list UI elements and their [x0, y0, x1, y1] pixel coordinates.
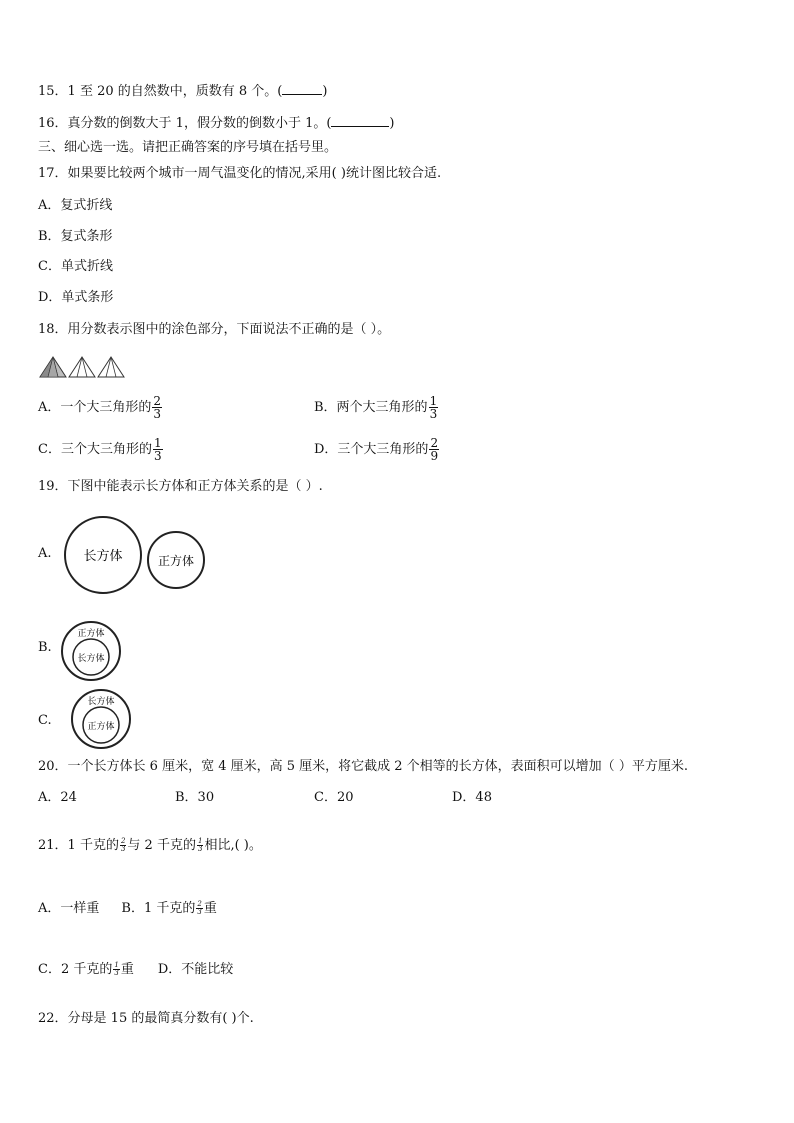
q19-option-c-label: C. — [38, 713, 52, 728]
section-heading: 三、细心选一选。请把正确答案的序号填在括号里。 — [38, 140, 338, 155]
q17-option-c: C．单式折线 — [38, 259, 113, 274]
answer-blank — [331, 114, 389, 127]
q18-option-a-label: A．一个大三角形的 — [38, 400, 152, 415]
numerator: 1 — [153, 436, 162, 450]
fraction — [429, 437, 439, 462]
fraction — [429, 395, 439, 420]
denominator: 3 — [197, 908, 202, 916]
question-15 — [38, 82, 327, 100]
q18-option-a — [38, 393, 163, 423]
q18-option-b — [314, 393, 439, 423]
denominator: 3 — [197, 845, 203, 853]
cube-label: 正方体 — [87, 722, 115, 732]
numerator: 1 — [197, 837, 203, 845]
denominator: 3 — [114, 969, 119, 977]
q21-option-a: A．一样重 — [38, 901, 100, 916]
question-19-stem: 19．下图中能表示长方体和正方体关系的是（ ）. — [38, 479, 323, 494]
q21-option-c: C．2 千克的 — [38, 962, 113, 977]
question-20-stem: 20．一个长方体长 6 厘米，宽 4 厘米，高 5 厘米，将它截成 2 个相等的长方体，表面积可以增加（ ）平方厘米. — [38, 759, 688, 774]
q20-option-c: C．20 — [314, 790, 354, 805]
small-fraction — [197, 838, 203, 853]
question-21-stem — [38, 836, 262, 856]
triangle-3 — [98, 357, 124, 377]
cuboid-label: 长方体 — [87, 697, 115, 707]
denominator: 9 — [430, 449, 439, 463]
denominator: 3 — [153, 449, 162, 463]
small-fraction — [196, 901, 202, 916]
q15-text: 15．1 至 20 的自然数中，质数有 8 个。( — [38, 84, 283, 99]
q19-option-a-label: A. — [38, 546, 52, 561]
q19-option-b-label: B. — [38, 640, 52, 655]
q18-option-b-label: B．两个大三角形的 — [314, 400, 428, 415]
q21-option-c-tail: 重 — [120, 962, 134, 977]
cube-label: 正方体 — [77, 629, 105, 639]
triangles-figure — [38, 354, 128, 380]
q17-option-b: B．复式条形 — [38, 229, 113, 244]
q21-option-b: B．1 千克的 — [121, 901, 196, 916]
cuboid-label: 长方体 — [77, 654, 105, 664]
small-fraction — [120, 838, 126, 853]
answer-blank — [282, 82, 322, 95]
cube-label: 正方体 — [157, 554, 195, 568]
venn-diagram-b — [58, 618, 126, 684]
numerator: 2 — [153, 394, 162, 408]
q18-option-d — [314, 435, 440, 465]
q21-part1: 21．1 千克的 — [38, 838, 119, 853]
q21-options-row-2 — [38, 960, 233, 980]
q18-option-c — [38, 435, 164, 465]
numerator: 2 — [430, 436, 439, 450]
q20-option-b: B．30 — [175, 790, 215, 805]
triangle-2 — [69, 357, 95, 377]
q18-option-c-label: C．三个大三角形的 — [38, 442, 152, 457]
q16-close: ) — [389, 116, 395, 131]
denominator: 3 — [153, 407, 162, 421]
q21-part2: 与 2 千克的 — [127, 838, 196, 853]
denominator: 3 — [120, 845, 126, 853]
q21-options-row-1 — [38, 899, 217, 919]
q18-option-d-label: D．三个大三角形的 — [314, 442, 429, 457]
numerator: 2 — [197, 900, 202, 908]
q21-option-b-tail: 重 — [203, 901, 217, 916]
q20-option-a: A．24 — [38, 790, 77, 805]
q20-option-d: D．48 — [452, 790, 492, 805]
question-16 — [38, 114, 395, 132]
fraction — [153, 437, 163, 462]
question-22-stem: 22．分母是 15 的最简真分数有( )个. — [38, 1011, 254, 1026]
fraction — [152, 395, 162, 420]
small-fraction — [113, 962, 119, 977]
q16-text: 16．真分数的倒数大于 1，假分数的倒数小于 1。( — [38, 116, 332, 131]
question-17-stem: 17．如果要比较两个城市一周气温变化的情况,采用( )统计图比较合适. — [38, 166, 442, 181]
denominator: 3 — [429, 407, 438, 421]
cuboid-label: 长方体 — [83, 549, 123, 564]
numerator: 2 — [120, 837, 126, 845]
venn-diagram-a — [60, 512, 210, 598]
triangle-1 — [40, 357, 66, 377]
venn-diagram-c — [68, 686, 134, 752]
q17-option-d: D．单式条形 — [38, 290, 114, 305]
q15-close: ) — [322, 84, 328, 99]
numerator: 1 — [429, 394, 438, 408]
numerator: 1 — [114, 961, 119, 969]
question-18-stem: 18．用分数表示图中的涂色部分，下面说法不正确的是（ ）。 — [38, 322, 391, 337]
q21-option-d: D．不能比较 — [157, 962, 234, 977]
q17-option-a: A．复式折线 — [38, 198, 113, 213]
q21-part3: 相比,( )。 — [204, 838, 262, 853]
